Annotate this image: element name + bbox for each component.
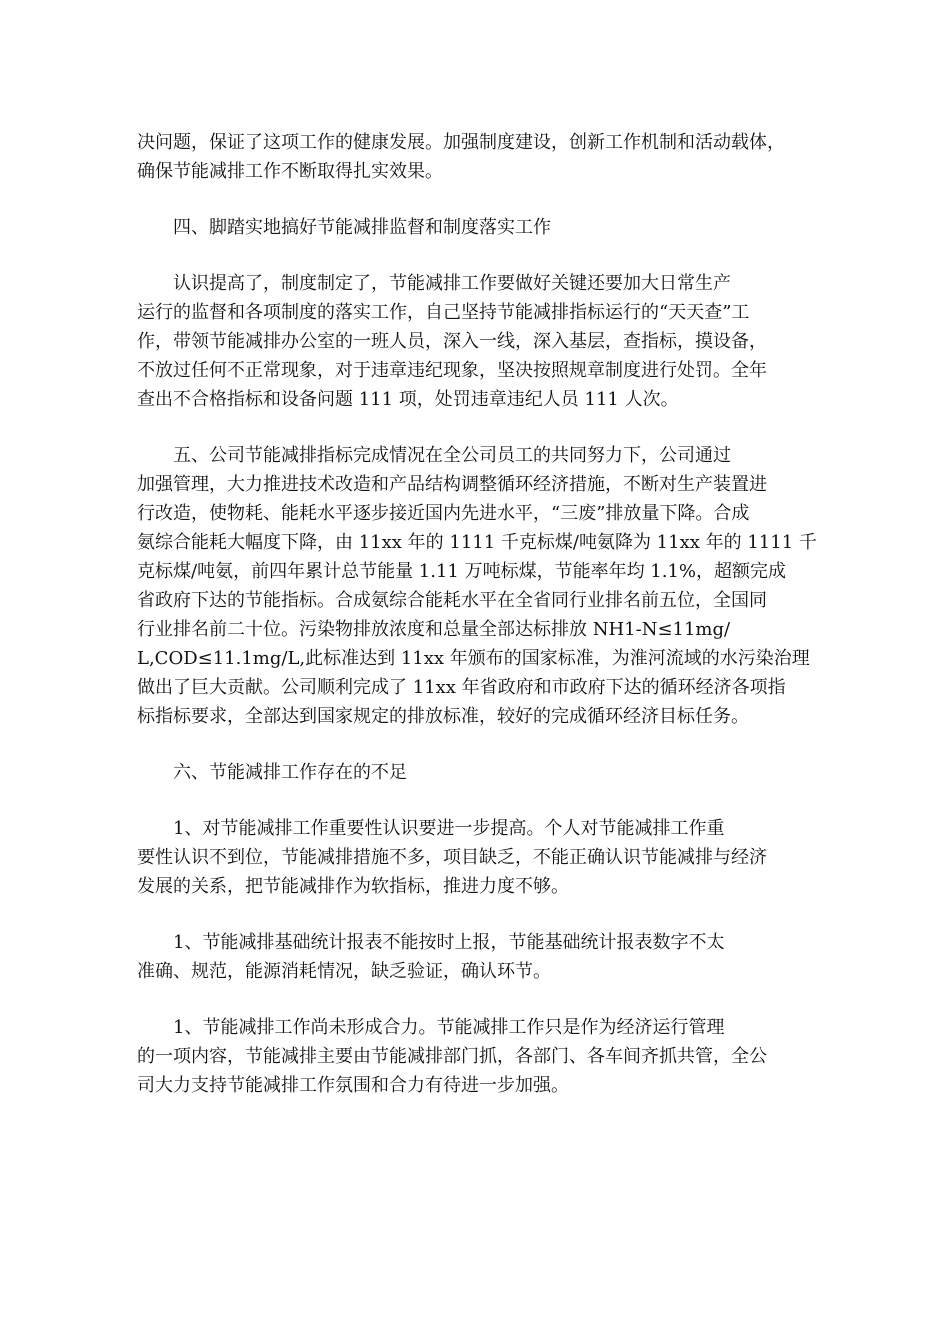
paragraph [137, 441, 817, 731]
text-line: 要性认识不到位，节能减排措施不多，项目缺乏，不能正确认识节能减排与经济 [137, 847, 767, 868]
text-line: 认识提高了，制度制定了，节能减排工作要做好关键还要加大日常生产 [173, 273, 731, 294]
text-line: 六、节能减排工作存在的不足 [173, 762, 407, 783]
document-body [137, 128, 817, 1127]
text-line: 克标煤/吨氨，前四年累计总节能量 1.11 万吨标煤，节能率年均 1.1%，超额完成 [137, 561, 787, 582]
text-line: 加强管理，大力推进技术改造和产品结构调整循环经济措施，不断对生产装置进 [137, 474, 767, 495]
text-line: 五、公司节能减排指标完成情况在全公司员工的共同努力下，公司通过 [173, 445, 731, 466]
text-line: 查出不合格指标和设备问题 111 项，处罚违章违纪人员 111 人次。 [137, 389, 679, 410]
text-line: 做出了巨大贡献。公司顺利完成了 11xx 年省政府和市政府下达的循环经济各项指 [137, 677, 786, 698]
text-line: 行业排名前二十位。污染物排放浓度和总量全部达标排放 NH1-N≤11mg/ [137, 619, 731, 640]
text-line: 四、脚踏实地搞好节能减排监督和制度落实工作 [173, 217, 551, 238]
text-line: 1、节能减排基础统计报表不能按时上报，节能基础统计报表数字不太 [173, 932, 725, 953]
text-line: 准确、规范，能源消耗情况，缺乏验证，确认环节。 [137, 961, 551, 982]
text-line: 标指标要求，全部达到国家规定的排放标准，较好的完成循环经济目标任务。 [137, 706, 749, 727]
section-heading [137, 213, 817, 242]
paragraph [137, 128, 817, 186]
text-line: 1、节能减排工作尚未形成合力。节能减排工作只是作为经济运行管理 [173, 1017, 725, 1038]
section-heading [137, 758, 817, 787]
text-line: 的一项内容，节能减排主要由节能减排部门抓，各部门、各车间齐抓共管，全公 [137, 1046, 767, 1067]
paragraph [137, 814, 817, 901]
text-line: 确保节能减排工作不断取得扎实效果。 [137, 161, 443, 182]
text-line: 1、对节能减排工作重要性认识要进一步提高。个人对节能减排工作重 [173, 818, 725, 839]
text-line: 省政府下达的节能指标。合成氨综合能耗水平在全省同行业排名前五位，全国同 [137, 590, 767, 611]
text-line: 不放过任何不正常现象，对于违章违纪现象，坚决按照规章制度进行处罚。全年 [137, 360, 767, 381]
text-line: 发展的关系，把节能减排作为软指标，推进力度不够。 [137, 876, 569, 897]
text-line: 运行的监督和各项制度的落实工作，自己坚持节能减排指标运行的“天天查”工 [137, 302, 750, 323]
paragraph [137, 928, 817, 986]
text-line: 决问题，保证了这项工作的健康发展。加强制度建设，创新工作机制和活动载体， [137, 132, 785, 153]
paragraph [137, 1013, 817, 1100]
paragraph [137, 269, 817, 414]
text-line: 司大力支持节能减排工作氛围和合力有待进一步加强。 [137, 1075, 569, 1096]
text-line: L,COD≤11.1mg/L,此标准达到 11xx 年颁布的国家标准，为淮河流域的水污染治理 [137, 648, 810, 669]
text-line: 作，带领节能减排办公室的一班人员，深入一线，深入基层，查指标，摸设备， [137, 331, 767, 352]
text-line: 氨综合能耗大幅度下降，由 11xx 年的 1111 千克标煤/吨氨降为 11xx 年的 1111 千 [137, 532, 817, 553]
text-line: 行改造，使物耗、能耗水平逐步接近国内先进水平，“三废”排放量下降。合成 [137, 503, 750, 524]
